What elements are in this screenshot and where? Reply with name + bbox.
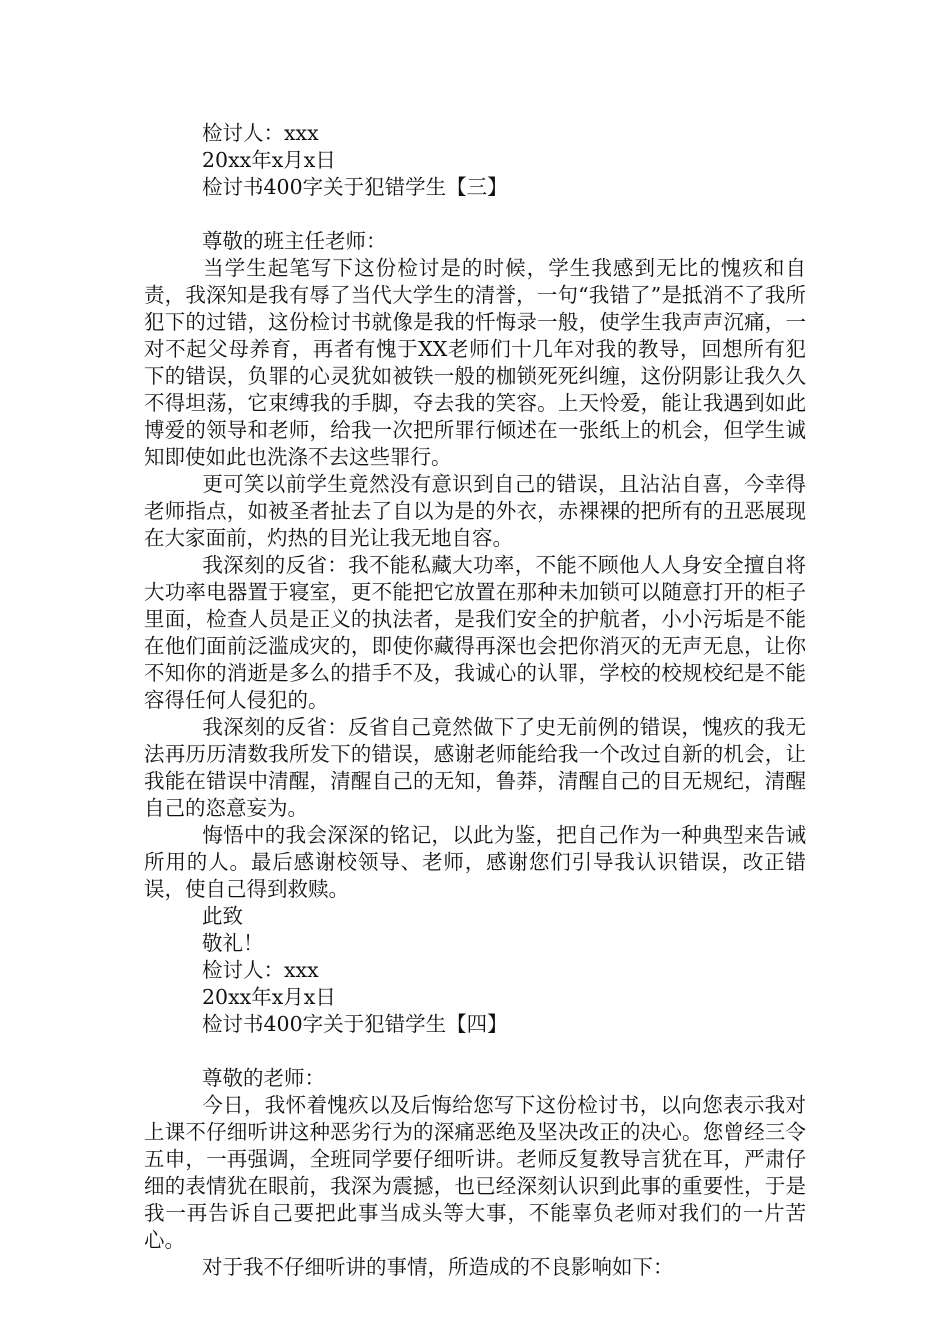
signer-line: 检讨人：xxx	[202, 121, 319, 145]
blank-line	[144, 1038, 806, 1065]
closing-line: 此致	[202, 904, 243, 928]
paragraph: 更可笑以前学生竟然没有意识到自己的错误，且沾沾自喜，今幸得老师指点，如被圣者扯去了自以为是的外衣，赤裸裸的把所有的丑恶展现在大家面前，灼热的目光让我无地自容。	[144, 472, 806, 550]
paragraph: 当学生起笔写下这份检讨是的时候，学生我感到无比的愧疚和自责，我深知是我有辱了当代大学生的清誉，一句“我错了”是抵消不了我所犯下的过错，这份检讨书就像是我的忏悔录一般，使学生我声声沉痛，一对不起父母养育，再者有愧于XX老师们十几年对我的教导，回想所有犯下的错误，负罪的心灵犹如被铁一般的枷锁死死纠缠，这份阴影让我久久不得坦荡，它束缚我的手脚，夺去我的笑容。上天怜爱，能让我遇到如此博爱的领导和老师，给我一次把所罪行倾述在一张纸上的机会，但学生诚知即使如此也洗涤不去这些罪行。	[144, 256, 806, 469]
section-title: 检讨书400字关于犯错学生【三】	[202, 175, 508, 199]
paragraph: 我深刻的反省：我不能私藏大功率，不能不顾他人人身安全擅自将大功率电器置于寝室，更不能把它放置在那种未加锁可以随意打开的柜子里面，检查人员是正义的执法者，是我们安全的护航者，小小污垢是不能在他们面前泛滥成灾的，即使你藏得再深也会把你消灭的无声无息，让你不知你的消逝是多么的措手不及，我诚心的认罪，学校的校规校纪是不能容得任何人侵犯的。	[144, 553, 806, 712]
signer-line: 检讨人：xxx	[202, 958, 319, 982]
greeting: 尊敬的班主任老师：	[202, 229, 387, 253]
date-line: 20xx年x月x日	[202, 148, 336, 172]
date-line: 20xx年x月x日	[202, 985, 336, 1009]
greeting: 尊敬的老师：	[202, 1066, 325, 1090]
closing-line: 敬礼！	[202, 931, 264, 955]
blank-line	[144, 201, 806, 228]
paragraph: 悔悟中的我会深深的铭记，以此为鉴，把自己作为一种典型来告诫所用的人。最后感谢校领导、老师，感谢您们引导我认识错误，改正错误，使自己得到救赎。	[144, 823, 806, 901]
document-body	[144, 120, 806, 1281]
paragraph: 今日，我怀着愧疚以及后悔给您写下这份检讨书，以向您表示我对上课不仔细听讲这种恶劣行为的深痛恶绝及坚决改正的决心。您曾经三令五申，一再强调，全班同学要仔细听讲。老师反复教导言犹在耳，严肃仔细的表情犹在眼前，我深为震撼，也已经深刻认识到此事的重要性，于是我一再告诉自己要把此事当成头等大事，不能辜负老师对我们的一片苦心。	[144, 1093, 806, 1252]
paragraph: 我深刻的反省：反省自己竟然做下了史无前例的错误，愧疚的我无法再历历清数我所发下的错误，感谢老师能给我一个改过自新的机会，让我能在错误中清醒，清醒自己的无知，鲁莽，清醒自己的目无规纪，清醒自己的恣意妄为。	[144, 715, 806, 820]
section-title: 检讨书400字关于犯错学生【四】	[202, 1012, 508, 1036]
paragraph: 对于我不仔细听讲的事情，所造成的不良影响如下：	[202, 1255, 674, 1279]
